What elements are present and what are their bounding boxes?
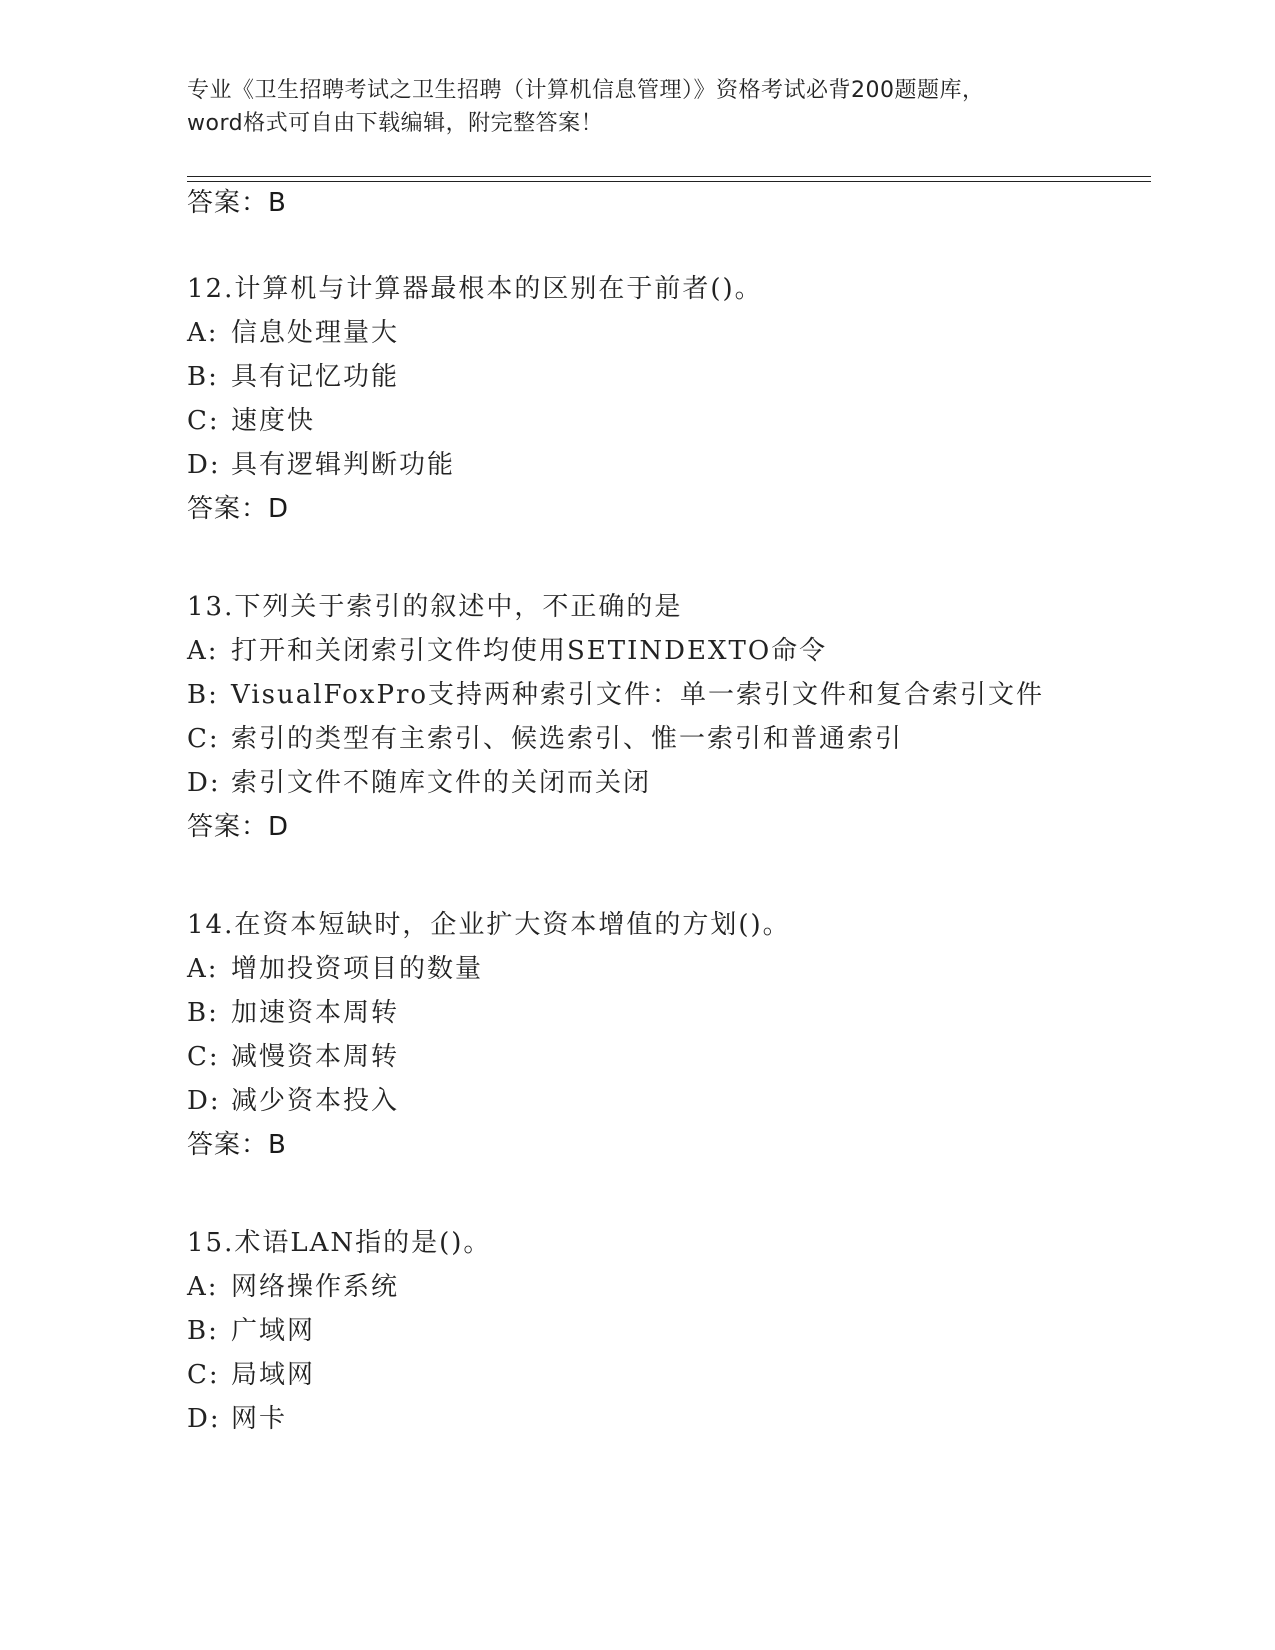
option-text: 打开和关闭索引文件均使用SETINDEXTO命令: [231, 636, 828, 666]
option-text: 索引文件不随库文件的关闭而关闭: [231, 768, 652, 798]
question-15-option-c: [187, 1358, 315, 1392]
option-text: 加速资本周转: [231, 998, 400, 1028]
question-15-option-a: [187, 1270, 399, 1304]
question-15-stem: 15.术语LAN指的是()。: [187, 1228, 492, 1258]
option-text: 减慢资本周转: [231, 1042, 400, 1072]
question-13-option-a: [187, 634, 827, 668]
option-letter: B:: [187, 1316, 219, 1346]
option-letter: B:: [187, 998, 219, 1028]
option-letter: A:: [187, 954, 219, 984]
question-12-stem: 12.计算机与计算器最根本的区别在于前者()。: [187, 274, 763, 304]
question-13-stem: 13.下列关于索引的叙述中，不正确的是: [187, 592, 683, 622]
question-12-answer: 答案：D: [187, 494, 290, 524]
header-divider-top: [187, 176, 1151, 177]
question-13-option-b: [187, 678, 1044, 712]
option-letter: C:: [187, 406, 220, 436]
header-line-2: word格式可自由下载编辑，附完整答案！: [187, 111, 604, 136]
option-text: 索引的类型有主索引、候选索引、惟一索引和普通索引: [231, 724, 904, 754]
option-text: 局域网: [231, 1360, 316, 1390]
previous-answer: 答案：B: [187, 188, 287, 218]
option-letter: D:: [187, 450, 221, 480]
option-letter: B:: [187, 362, 219, 392]
option-text: 网卡: [231, 1404, 288, 1434]
question-13-answer: 答案：D: [187, 812, 290, 842]
question-14-answer: 答案：B: [187, 1130, 287, 1160]
document-header: [187, 74, 1087, 140]
option-letter: D:: [187, 768, 221, 798]
option-text: 具有记忆功能: [231, 362, 400, 392]
question-15-option-b: [187, 1314, 315, 1348]
option-letter: D:: [187, 1086, 221, 1116]
question-14-option-d: [187, 1084, 399, 1118]
question-15-option-d: [187, 1402, 287, 1436]
option-text: VisualFoxPro支持两种索引文件：单一索引文件和复合索引文件: [231, 680, 1045, 710]
option-letter: C:: [187, 1360, 220, 1390]
question-13-option-c: [187, 722, 903, 756]
option-text: 增加投资项目的数量: [231, 954, 484, 984]
question-12-option-b: [187, 360, 399, 394]
header-line-1: 专业《卫生招聘考试之卫生招聘（计算机信息管理）》资格考试必背200题题库，: [187, 78, 985, 103]
option-text: 信息处理量大: [231, 318, 400, 348]
question-14-option-c: [187, 1040, 399, 1074]
option-text: 速度快: [231, 406, 316, 436]
option-text: 网络操作系统: [231, 1272, 400, 1302]
option-letter: B:: [187, 680, 219, 710]
question-12-option-c: [187, 404, 315, 438]
option-letter: A:: [187, 318, 219, 348]
question-13-option-d: [187, 766, 651, 800]
question-14-stem: 14.在资本短缺时，企业扩大资本增值的方划()。: [187, 910, 791, 940]
option-letter: A:: [187, 1272, 219, 1302]
question-12-option-d: [187, 448, 455, 482]
option-letter: A:: [187, 636, 219, 666]
option-text: 具有逻辑判断功能: [231, 450, 456, 480]
question-14-option-b: [187, 996, 399, 1030]
option-text: 广域网: [231, 1316, 316, 1346]
option-letter: C:: [187, 1042, 220, 1072]
header-divider-bottom: [187, 181, 1151, 182]
option-letter: C:: [187, 724, 220, 754]
option-text: 减少资本投入: [231, 1086, 400, 1116]
question-12-option-a: [187, 316, 399, 350]
option-letter: D:: [187, 1404, 221, 1434]
question-14-option-a: [187, 952, 483, 986]
